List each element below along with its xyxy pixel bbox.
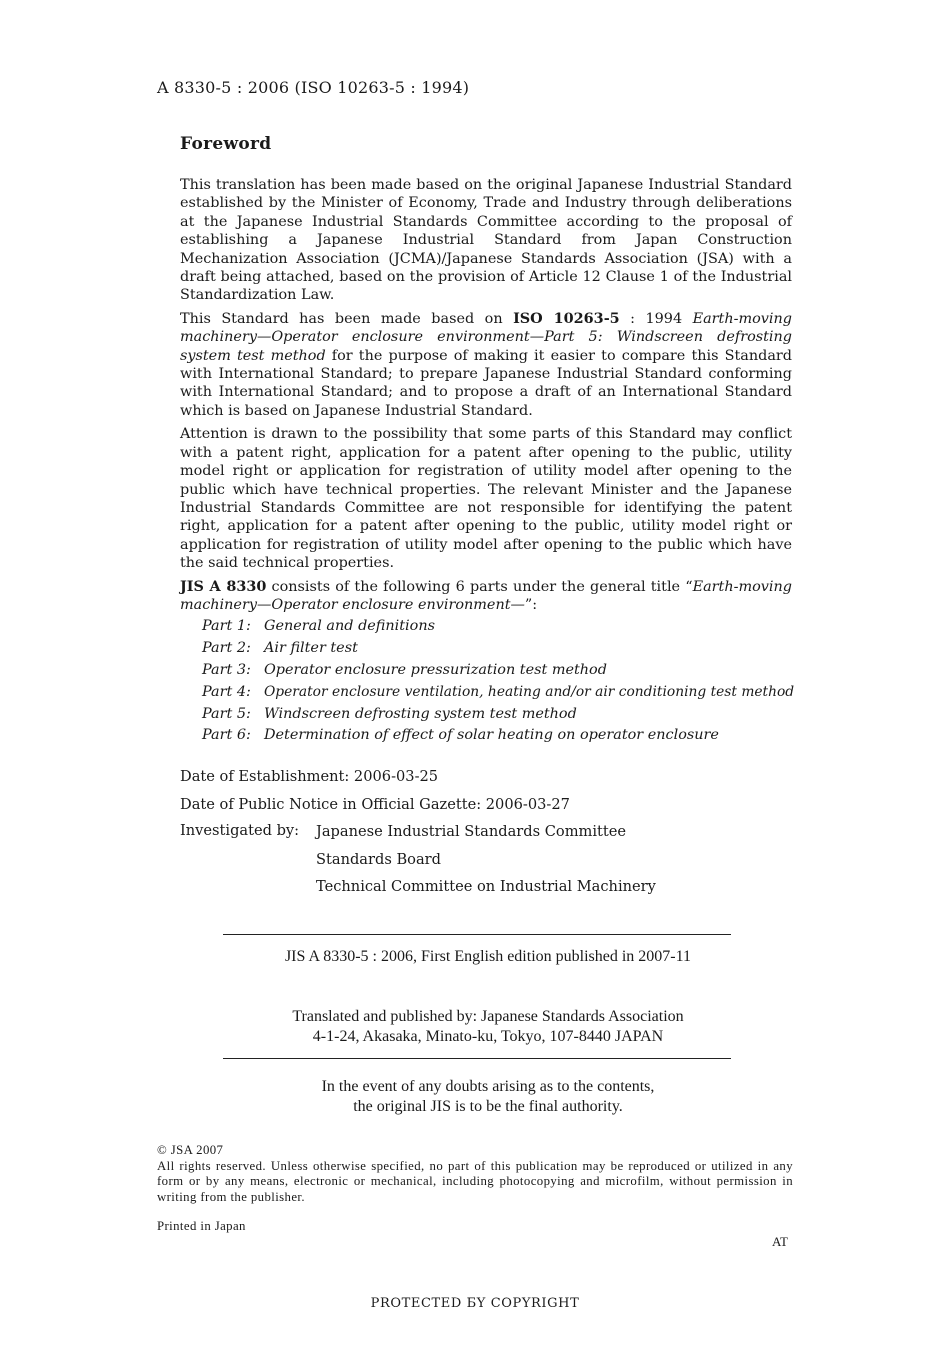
part-title: General and definitions — [264, 618, 435, 635]
divider-bottom — [223, 1058, 731, 1059]
part-number: Part 1: — [202, 618, 251, 635]
publisher-address: 4-1-24, Akasaka, Minato-ku, Tokyo, 107-8440 JAPAN — [312, 1028, 664, 1045]
investigators-list — [316, 822, 656, 905]
iso-basis-post: for the purpose of making it easier to compare this Standard with International Standard; to prepare Japanese Industrial Standard conforming with International Standard; and to propose a draft of an International Standard which is based on Japanese Industrial Standard. — [180, 347, 792, 419]
copyright-watermark: PROTECTED БY COPYRIGHT — [370, 1296, 580, 1311]
publisher-line: Translated and published by: Japanese Standards Association — [292, 1008, 684, 1025]
parts-intro-post: ”: — [524, 596, 538, 613]
divider-top — [223, 934, 731, 935]
list-item: Standards Board — [316, 850, 441, 868]
iso-reference: ISO 10263-5 — [513, 309, 620, 327]
authority-line-1: In the event of any doubts arising as to the contents, — [321, 1078, 655, 1095]
list-item — [202, 638, 792, 660]
part-number: Part 4: — [202, 683, 251, 700]
date-of-public-notice: Date of Public Notice in Official Gazette: 2006-03-27 — [180, 795, 570, 813]
jis-reference: JIS A 8330 — [180, 577, 267, 595]
list-item: Technical Committee on Industrial Machinery — [316, 878, 656, 895]
part-number: Part 5: — [202, 705, 251, 722]
paragraph-patent-notice: Attention is drawn to the possibility that some parts of this Standard may conflict with a patent right, application for a patent after opening to the public, utility model right or application for registration of utility model after opening to the public which have technical properties. The relevant Minister and the Japanese Industrial Standards Committee are not responsible for identifying the patent right, application for a patent after opening to the public, utility model right or application for registration of utility model after opening to the public which have the said technical properties. — [180, 426, 792, 572]
date-of-establishment: Date of Establishment: 2006-03-25 — [180, 768, 439, 785]
rights-statement: All rights reserved. Unless otherwise specified, no part of this publication may be reproduced or utilized in any form or by any means, electronic or mechanical, including photocopying and microfilm, without permission in writing from the publisher. — [157, 1158, 793, 1204]
part-title: Air filter test — [264, 640, 358, 657]
printed-in: Printed in Japan — [157, 1219, 246, 1233]
parts-list — [202, 616, 795, 747]
part-title: Operator enclosure ventilation, heating and/or air conditioning test method — [264, 683, 795, 700]
copyright-block — [157, 1143, 793, 1205]
iso-title: Earth-moving machinery—Operator enclosure environment—Part 5: Windscreen defrosting system test method — [180, 310, 792, 364]
page-header: A 8330-5 : 2006 (ISO 10263-5 : 1994) — [157, 78, 470, 97]
investigated-by — [180, 822, 656, 905]
parts-intro-pre: consists of the following 6 parts under the general title “ — [266, 578, 693, 595]
part-title: Windscreen defrosting system test method — [264, 705, 577, 722]
list-item — [202, 660, 792, 682]
list-item — [202, 725, 792, 747]
paragraph-iso-basis — [180, 310, 792, 420]
foreword-body — [180, 176, 795, 747]
authority-line-2: the original JIS is to be the final authority. — [353, 1098, 623, 1115]
list-item — [202, 682, 795, 704]
list-item — [202, 704, 792, 726]
copyright-line: © JSA 2007 — [157, 1143, 224, 1157]
paragraph-translation-basis: This translation has been made based on the original Japanese Industrial Standard established by the Minister of Economy, Trade and Industry through deliberations at the Japanese Industrial Standards Committee according to the proposal of establishing a Japanese Industrial Standard from Japan Construction Mechanization Association (JCMA)/Japanese Standards Association (JSA) with a draft being attached, based on the provision of Article 12 Clause 1 of the Industrial Standardization Law. — [180, 177, 792, 304]
iso-basis-pre: This Standard has been made based on — [180, 310, 514, 327]
paragraph-parts-intro — [180, 578, 792, 615]
list-item — [202, 616, 792, 638]
list-item: Japanese Industrial Standards Committee — [316, 823, 627, 840]
part-number: Part 3: — [202, 661, 251, 678]
part-title: Operator enclosure pressurization test method — [264, 661, 607, 678]
establishment-info — [180, 767, 656, 905]
iso-year: : 1994 — [619, 310, 693, 327]
document-code: AT — [772, 1234, 788, 1249]
edition-line: JIS A 8330-5 : 2006, First English edition published in 2007-11 — [284, 948, 692, 965]
general-title: Earth-moving machinery—Operator enclosure environment— — [180, 578, 792, 613]
investigated-label: Investigated by: — [180, 822, 300, 839]
page-title: Foreword — [180, 134, 272, 154]
part-number: Part 6: — [202, 727, 251, 744]
part-title: Determination of effect of solar heating on operator enclosure — [264, 727, 719, 744]
part-number: Part 2: — [202, 640, 251, 657]
